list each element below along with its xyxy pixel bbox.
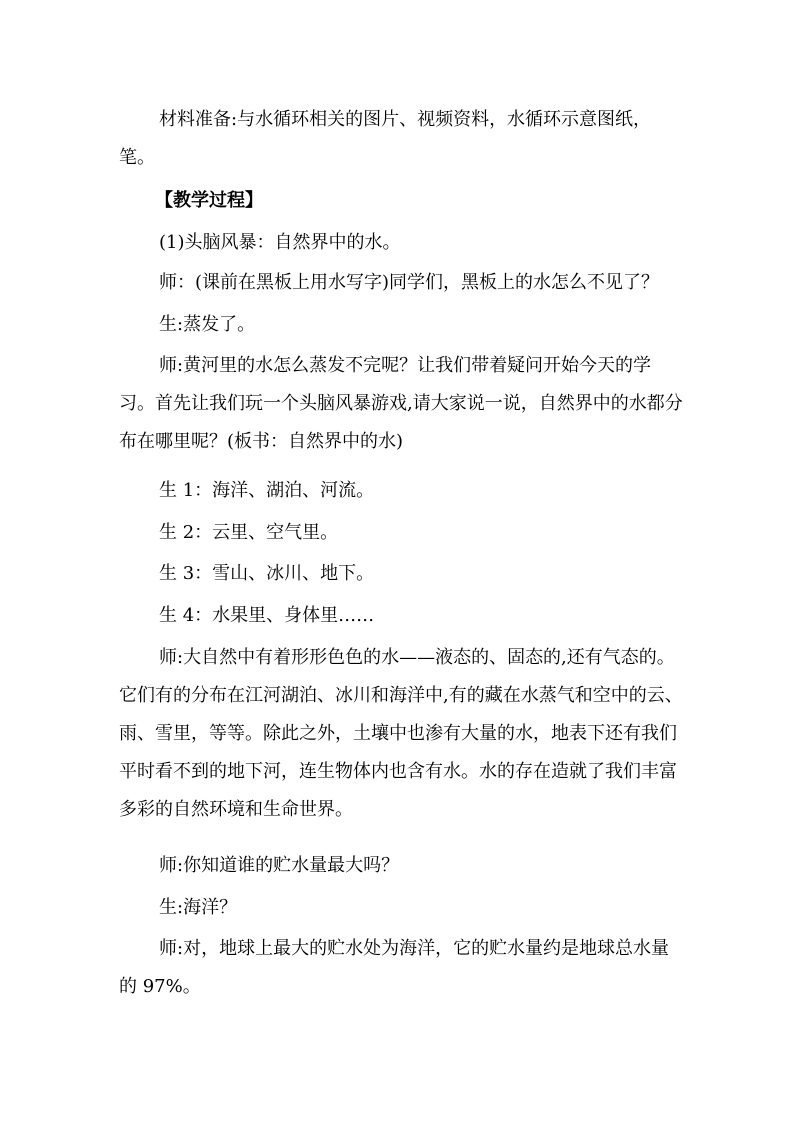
- section-heading: 【教学过程】: [155, 190, 263, 211]
- paragraph: 师：(课前在黑板上用水写字)同学们，黑板上的水怎么不见了？: [159, 272, 660, 293]
- paragraph: 生 2：云里、空气里。: [159, 522, 339, 543]
- paragraph: 生 4：水果里、身体里……: [159, 605, 375, 626]
- paragraph: 生 3：雪山、冰川、地下。: [159, 563, 375, 584]
- paragraph: 生:海洋？: [159, 897, 238, 918]
- paragraph: (1)头脑风暴：自然界中的水。: [159, 232, 401, 253]
- paragraph: 师:大自然中有着形形色色的水——液态的、固态的,还有气态的。它们有的分布在江河湖泊、冰川和海洋中,有的藏在水蒸气和空中的云、雨、雪里，等等。除此之外，土壤中也渗有大量的水，地表下还有我们平时看不到的地下河，连生物体内也含有水。水的存在造就了我们丰富多彩的自然环境和生命世界。: [119, 647, 683, 820]
- paragraph: 师:黄河里的水怎么蒸发不完呢？让我们带着疑问开始今天的学习。首先让我们玩一个头脑风暴游戏,请大家说一说，自然界中的水都分布在哪里呢？(板书：自然界中的水): [119, 355, 683, 452]
- materials-paragraph: 材料准备:与水循环相关的图片、视频资料，水循环示意图纸，笔。: [119, 109, 652, 168]
- paragraph: 师:对，地球上最大的贮水处为海洋，它的贮水量约是地球总水量的 97%。: [119, 938, 670, 997]
- paragraph: 生:蒸发了。: [159, 314, 256, 335]
- paragraph: 生 1：海洋、湖泊、河流。: [159, 480, 375, 501]
- paragraph: 师:你知道谁的贮水量最大吗？: [159, 855, 400, 876]
